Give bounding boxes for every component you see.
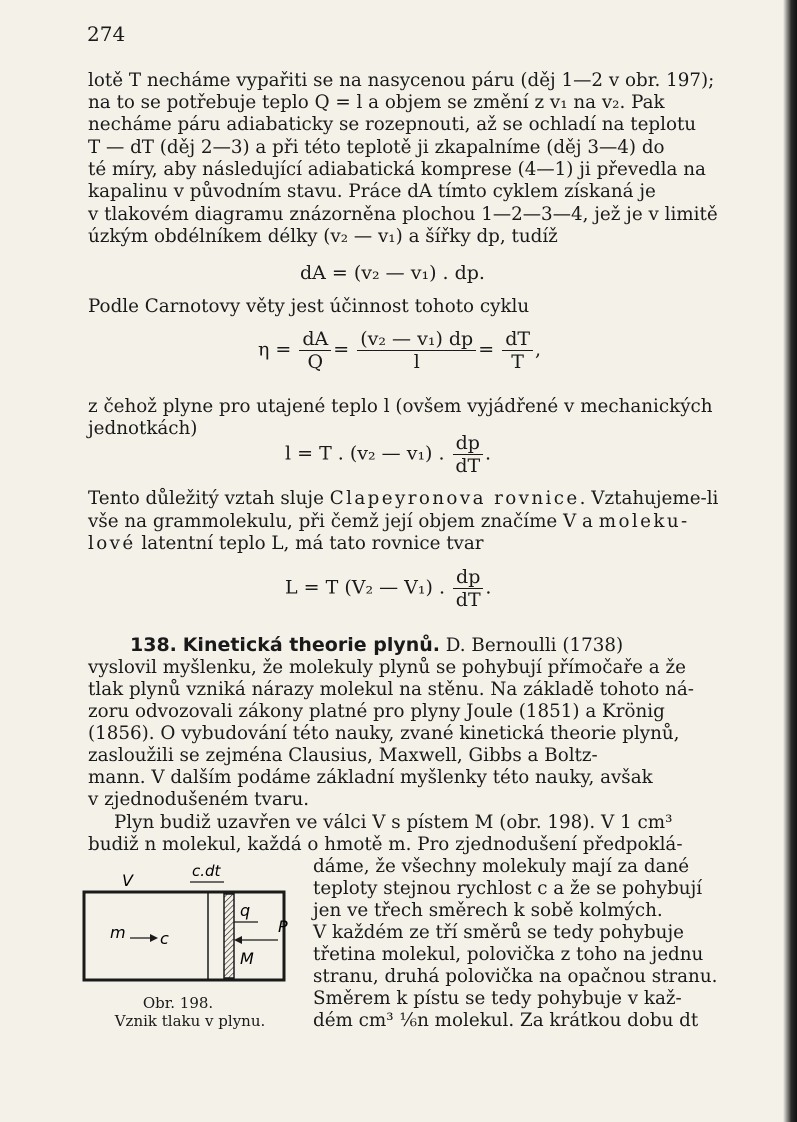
text-line: Směrem k pístu se tedy pohybuje v kaž- xyxy=(313,988,682,1009)
text-line: jednotkách) xyxy=(88,418,198,439)
text-line: úzkým obdélníkem délky (v₂ — v₁) a šířky dp, tudíž xyxy=(88,226,558,247)
figure-caption-title: Vznik tlaku v plynu. xyxy=(114,1012,266,1030)
text-line: (1856). O vybudování této nauky, zvané kinetická theorie plynů, xyxy=(88,723,680,744)
section-number: 138. xyxy=(130,634,177,656)
page-edge-shadow xyxy=(783,0,797,1122)
fraction: $\frac{dp}{dT}$ xyxy=(453,432,483,477)
fraction: $\frac{dp}{dT}$ xyxy=(453,566,483,611)
text-line: Tento důležitý vztah sluje Clapeyronova rovnice. Vztahujeme-li xyxy=(88,488,719,509)
equation-latent-heat: l = T . (v₂ — v₁) . $\frac{dp}{dT}$ . xyxy=(285,432,491,477)
force-arrowhead xyxy=(234,936,242,944)
section-title: Kinetická theorie plynů. xyxy=(182,634,440,656)
text-line: kapalinu v původním stavu. Práce dA tímto cyklem získaná je xyxy=(88,181,656,202)
equation-work: dA = (v₂ — v₁) . dp. xyxy=(300,262,485,284)
text-line: vyslovil myšlenku, že molekuly plynů se pohybují přímočaře a že xyxy=(88,657,686,678)
text-line: dém cm³ ⅙n molekul. Za krátkou dobu dt xyxy=(313,1010,699,1031)
text-line: tlak plynů vzniká nárazy molekul na stěnu. Na základě tohoto ná- xyxy=(88,679,694,700)
text-line: třetina molekul, polovička z toho na jednu xyxy=(313,944,704,965)
figure-cylinder-diagram xyxy=(80,860,300,990)
text-line: lotě T necháme vypařiti se na nasycenou páru (děj 1—2 v obr. 197); xyxy=(88,70,715,91)
text-line: té míry, aby následující adiabatická komprese (4—1) ji převedla na xyxy=(88,159,706,180)
text-line: dáme, že všechny molekuly mají za dané xyxy=(313,856,690,877)
carnot-line: Podle Carnotovy věty jest účinnost tohoto cyklu xyxy=(88,296,530,317)
equation-efficiency: η = $\frac{dA}{Q}$ = $\frac{\text{(v₂ — v₁) dp}}{l}$ = $\frac{dT}{T}$ , xyxy=(258,328,542,373)
figure-caption-number: Obr. 198. xyxy=(142,994,214,1012)
piston xyxy=(224,894,234,978)
text-line: zasloužili se zejména Clausius, Maxwell, Gibbs a Boltz- xyxy=(88,745,598,766)
fraction: $\frac{\text{(v₂ — v₁) dp}}{l}$ xyxy=(357,328,476,373)
text-line: stranu, druhá polovička na opačnou stranu. xyxy=(313,966,718,987)
label-P: P xyxy=(278,917,288,936)
section-heading: 138. Kinetická theorie plynů. D. Bernoulli (1738) xyxy=(130,634,624,656)
fraction: $\frac{dA}{Q}$ xyxy=(299,328,331,373)
text-line: T — dT (děj 2—3) a při této teplotě ji zkapalníme (děj 3—4) do xyxy=(88,137,665,158)
velocity-arrowhead xyxy=(150,934,158,942)
text-line: Plyn budiž uzavřen ve válci V s pístem M (obr. 198). V 1 cm³ xyxy=(114,812,673,833)
text-line: v zjednodušeném tvaru. xyxy=(88,789,310,810)
text-line: budiž n molekul, každá o hmotě m. Pro zjednodušení předpoklá- xyxy=(88,834,683,855)
text-line: mann. V dalším podáme základní myšlenky této nauky, avšak xyxy=(88,767,653,788)
equation-clapeyron: L = T (V₂ — V₁) . $\frac{dp}{dT}$ . xyxy=(285,566,492,611)
page-number: 274 xyxy=(87,22,126,46)
text-line: vše na grammolekulu, při čemž její objem značíme V a moleku- xyxy=(88,511,690,532)
label-m: m xyxy=(110,923,126,942)
label-M: M xyxy=(240,949,254,968)
text-line: jen ve třech směrech k sobě kolmých. xyxy=(313,900,663,921)
text-line: lové latentní teplo L, má tato rovnice tvar xyxy=(88,533,484,554)
label-V: V xyxy=(122,871,133,890)
text-line: zoru odvozovali zákony platné pro plyny Joule (1851) a Krönig xyxy=(88,701,665,722)
eq-lhs: η = xyxy=(258,338,292,361)
label-q: q xyxy=(240,901,251,920)
text-line: na to se potřebuje teplo Q = l a objem se změní z v₁ na v₂. Pak xyxy=(88,92,665,113)
label-c: c xyxy=(160,929,169,948)
text-line: teploty stejnou rychlost c a že se pohybují xyxy=(313,878,703,899)
fraction: $\frac{dT}{T}$ xyxy=(502,328,533,373)
text-line: necháme páru adiabaticky se rozepnouti, až se ochladí na teplotu xyxy=(88,114,697,135)
label-cdt: c.dt xyxy=(192,862,221,880)
text-line: V každém ze tří směrů se tedy pohybuje xyxy=(313,922,684,943)
text-line: z čehož plyne pro utajené teplo l (ovšem vyjádřené v mechanických xyxy=(88,396,713,417)
text-line: v tlakovém diagramu znázorněna plochou 1—2—3—4, jež je v limitě xyxy=(88,204,718,225)
